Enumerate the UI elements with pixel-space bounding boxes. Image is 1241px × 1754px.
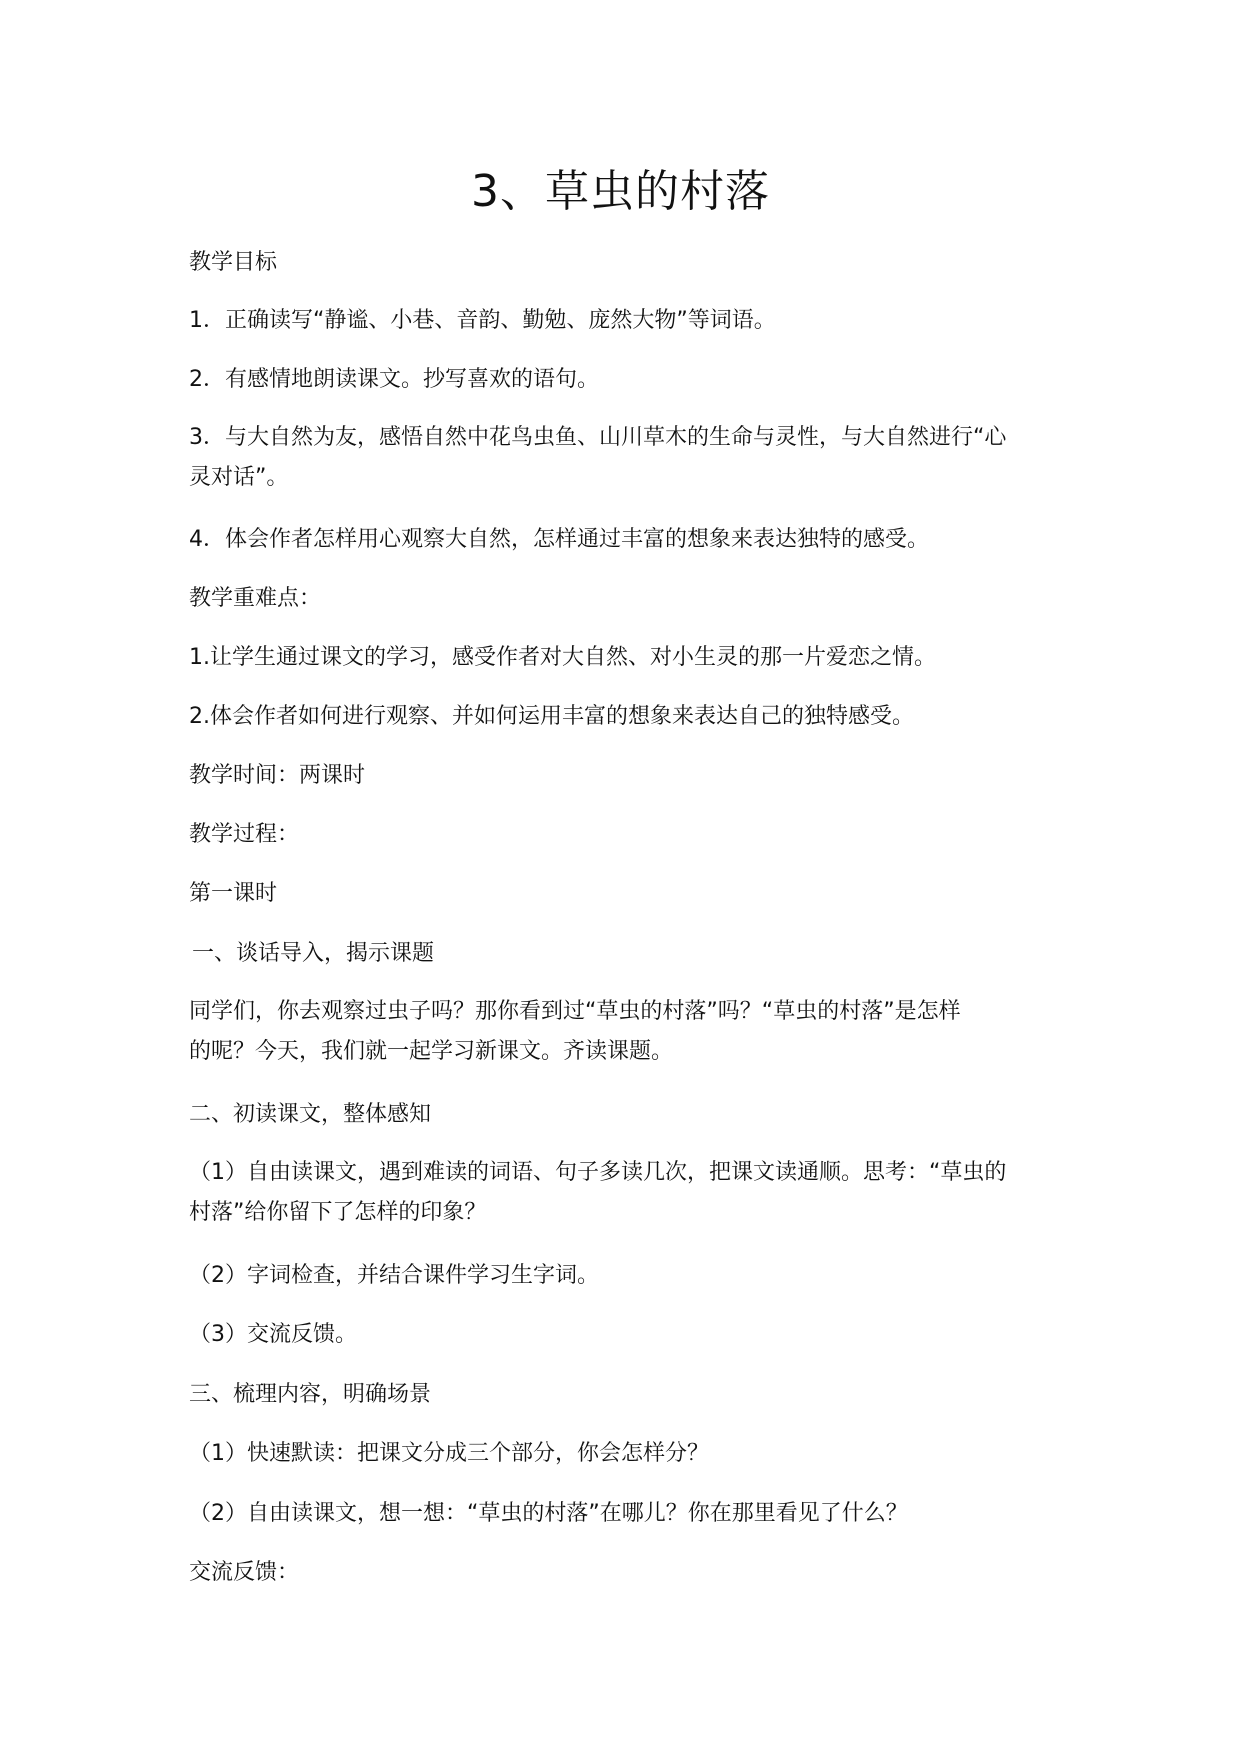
- objective-3-line-1: 3．与大自然为友，感悟自然中花鸟虫鱼、山川草木的生命与灵性，与大自然进行“心: [189, 425, 1007, 450]
- step-3-item-2: （2）自由读课文，想一想：“草虫的村落”在哪儿？你在那里看见了什么？: [189, 1501, 908, 1526]
- step-1-line-2: 的呢？今天，我们就一起学习新课文。齐读课题。: [189, 1039, 674, 1064]
- teaching-time: 教学时间：两课时: [189, 763, 366, 788]
- lesson-1-heading: 第一课时: [189, 881, 278, 906]
- step-1-heading: 一、谈话导入，揭示课题: [192, 941, 435, 966]
- key-points-heading: 教学重难点：: [189, 586, 322, 611]
- step-3-heading: 三、梳理内容，明确场景: [189, 1382, 432, 1407]
- key-point-2: 2.体会作者如何进行观察、并如何运用丰富的想象来表达自己的独特感受。: [189, 704, 914, 729]
- step-3-item-1: （1）快速默读：把课文分成三个部分，你会怎样分？: [189, 1441, 709, 1466]
- objective-1: 1．正确读写“静谧、小巷、音韵、勤勉、庞然大物”等词语。: [189, 308, 776, 333]
- step-2-item-1-line-1: （1）自由读课文，遇到难读的词语、句子多读几次，把课文读通顺。思考：“草虫的: [189, 1160, 1007, 1185]
- objective-2: 2．有感情地朗读课文。抄写喜欢的语句。: [189, 367, 599, 392]
- key-point-1: 1.让学生通过课文的学习，感受作者对大自然、对小生灵的那一片爱恋之情。: [189, 645, 936, 670]
- step-2-item-1: [189, 1153, 1059, 1233]
- step-2-heading: 二、初读课文，整体感知: [189, 1102, 432, 1127]
- document-title: 3、草虫的村落: [471, 166, 770, 217]
- step-2-item-3: （3）交流反馈。: [189, 1322, 357, 1347]
- feedback-label: 交流反馈：: [189, 1560, 300, 1585]
- step-2-item-1-line-2: 村落”给你留下了怎样的印象？: [189, 1200, 487, 1225]
- step-1-line-1: 同学们，你去观察过虫子吗？那你看到过“草虫的村落”吗？“草虫的村落”是怎样: [189, 999, 961, 1024]
- objective-4: 4．体会作者怎样用心观察大自然，怎样通过丰富的想象来表达独特的感受。: [189, 527, 929, 552]
- step-1-paragraph: [189, 992, 1059, 1072]
- objective-3: [189, 418, 1059, 498]
- process-heading: 教学过程：: [189, 822, 300, 847]
- step-2-item-2: （2）字词检查，并结合课件学习生字词。: [189, 1263, 599, 1288]
- objective-3-line-2: 灵对话”。: [189, 465, 289, 490]
- objectives-heading: 教学目标: [189, 250, 278, 275]
